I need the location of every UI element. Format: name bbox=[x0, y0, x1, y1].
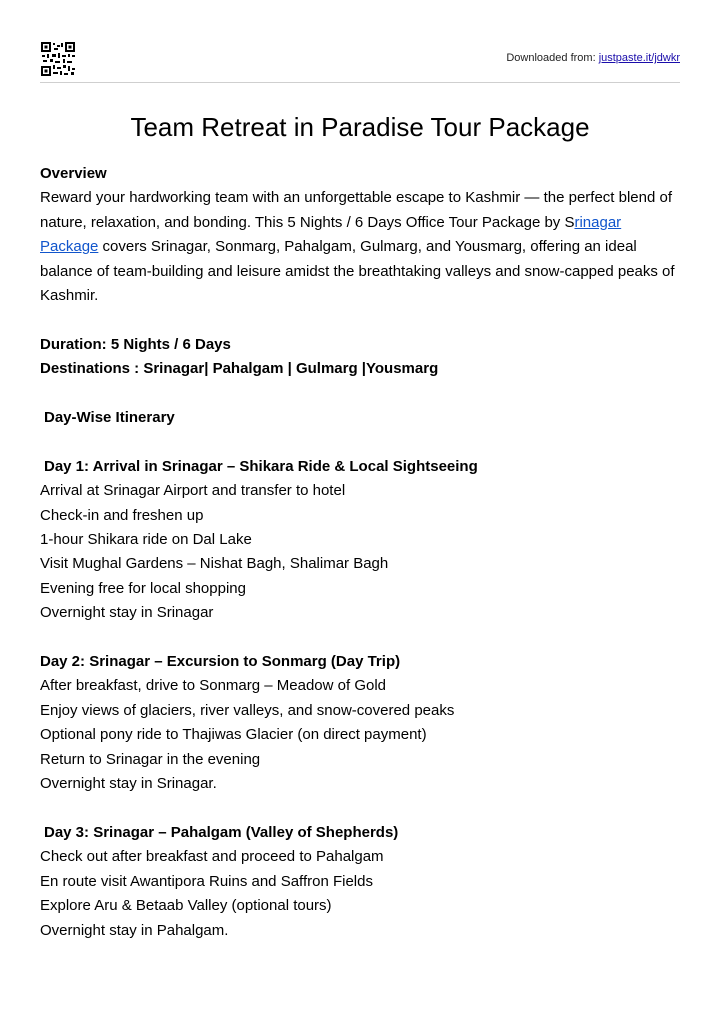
list-item: Overnight stay in Srinagar. bbox=[40, 775, 217, 793]
list-item: En route visit Awantipora Ruins and Saffron Fields bbox=[40, 872, 373, 890]
list-item: Arrival at Srinagar Airport and transfer to hotel bbox=[40, 482, 346, 500]
source-link[interactable]: justpaste.it/jdwkr bbox=[598, 52, 680, 64]
overview-paragraph bbox=[40, 186, 680, 308]
list-item: Overnight stay in Pahalgam. bbox=[40, 921, 229, 939]
overview-text-2: covers Srinagar, Sonmarg, Pahalgam, Gulmarg, and Yousmarg, offering an ideal balance of team-building and leisure amidst the breathtaking valleys and snow-capped peaks of Kashmir. bbox=[40, 238, 675, 305]
day-1-title: Day 1: Arrival in Srinagar – Shikara Ride & Local Sightseeing bbox=[44, 457, 478, 475]
duration-line: Duration: 5 Nights / 6 Days bbox=[40, 335, 231, 353]
page-header bbox=[40, 42, 680, 83]
day-2-title: Day 2: Srinagar – Excursion to Sonmarg (Day Trip) bbox=[40, 653, 401, 671]
list-item: Check out after breakfast and proceed to Pahalgam bbox=[40, 848, 384, 866]
qr-code-icon bbox=[41, 42, 75, 76]
list-item: Enjoy views of glaciers, river valleys, and snow-covered peaks bbox=[40, 701, 455, 719]
list-item: Check-in and freshen up bbox=[40, 506, 204, 524]
list-item: Explore Aru & Betaab Valley (optional tours) bbox=[40, 897, 332, 915]
list-item: Visit Mughal Gardens – Nishat Bagh, Shalimar Bagh bbox=[40, 555, 389, 573]
source-line bbox=[506, 52, 680, 64]
destinations-line: Destinations : Srinagar| Pahalgam | Gulmarg |Yousmarg bbox=[40, 360, 439, 378]
list-item: 1-hour Shikara ride on Dal Lake bbox=[40, 531, 252, 549]
downloaded-from-label: Downloaded from: bbox=[506, 52, 599, 64]
document-body bbox=[40, 162, 680, 943]
list-item: Overnight stay in Srinagar bbox=[40, 604, 214, 622]
overview-heading: Overview bbox=[40, 165, 107, 182]
day-3-title: Day 3: Srinagar – Pahalgam (Valley of Shepherds) bbox=[44, 823, 399, 841]
list-item: Return to Srinagar in the evening bbox=[40, 750, 261, 768]
list-item: Optional pony ride to Thajiwas Glacier (on direct payment) bbox=[40, 726, 427, 744]
list-item: After breakfast, drive to Sonmarg – Meadow of Gold bbox=[40, 677, 387, 695]
itinerary-heading: Day-Wise Itinerary bbox=[44, 409, 175, 427]
page-title: Team Retreat in Paradise Tour Package bbox=[130, 112, 590, 142]
overview-text-1: Reward your hardworking team with an unforgettable escape to Kashmir — the perfect blend of nature, relaxation, and bonding. This 5 Nights / 6 Days Office Tour Package by S bbox=[40, 189, 673, 231]
list-item: Evening free for local shopping bbox=[40, 579, 246, 597]
srinagar-package-link[interactable]: rinagar Package bbox=[40, 213, 622, 256]
